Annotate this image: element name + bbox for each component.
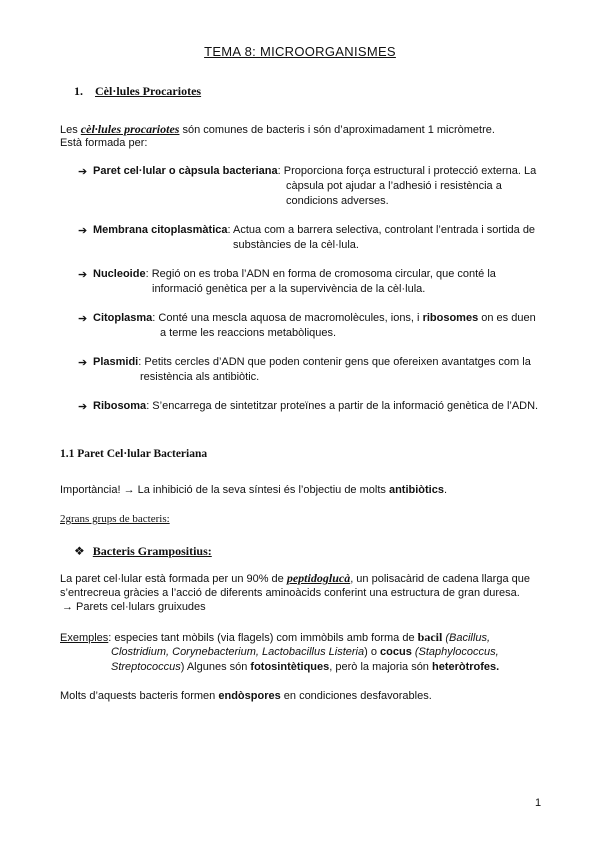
examples-label: Exemples bbox=[60, 632, 109, 644]
arrow-icon: ➔ bbox=[78, 313, 88, 325]
examples-text: : especies tant mòbils (via flagels) com immòbils amb forma de bbox=[108, 632, 418, 644]
heading-label: Bacteris Grampositius: bbox=[92, 544, 212, 558]
importance-text-post: . bbox=[443, 484, 448, 496]
examples-line-3 bbox=[111, 660, 499, 675]
arrow-icon: ➔ bbox=[78, 401, 88, 413]
section-heading-procariotes bbox=[74, 84, 201, 99]
bullet-bold: ribosomes bbox=[422, 312, 479, 324]
bullet-line bbox=[93, 165, 536, 177]
bullet-text: : Proporciona força estructural i protecció externa. La bbox=[277, 165, 537, 177]
heading-grampositius bbox=[74, 544, 212, 559]
section-number: 1. bbox=[74, 84, 83, 98]
examples-line-2 bbox=[111, 645, 499, 660]
bullet-text: on es duen bbox=[478, 312, 536, 324]
examples-italic: (Bacillus, bbox=[445, 632, 490, 644]
wall-line-2: s’entrecreua gràcies a l’acció de diferents aminoàcids conferint una estructura de gran duresa. bbox=[60, 587, 520, 599]
diamond-bullet-icon: ❖ bbox=[74, 544, 85, 558]
subsection-heading-paret: 1.1 Paret Cel·lular Bacteriana bbox=[60, 448, 208, 460]
endospores-text: Molts d’aquests bacteris formen bbox=[60, 690, 219, 702]
intro-line-2: Està formada per: bbox=[60, 137, 148, 149]
bullet-line bbox=[93, 356, 531, 368]
examples-bold: bacil bbox=[417, 630, 443, 644]
bullet-text: : Petits cercles d’ADN que poden contenir gens que ofereixen avantatges com la bbox=[138, 356, 531, 368]
groups-label: 2grans grups de bacteris: bbox=[60, 513, 170, 525]
bullet-text: condicions adverses. bbox=[286, 195, 389, 207]
endospores-line bbox=[60, 689, 432, 704]
page-title: TEMA 8: MICROORGANISMES bbox=[204, 44, 396, 59]
examples-bold: cocus bbox=[380, 646, 412, 658]
bullet-line bbox=[93, 400, 538, 412]
bullet-term: Membrana citoplasmàtica bbox=[93, 224, 228, 236]
bullet-text: : Actua com a barrera selectiva, controlant l’entrada i sortida de bbox=[227, 224, 536, 236]
examples-bold: fotosintètiques bbox=[250, 661, 330, 673]
wall-text-post: , un polisacàrid de cadena llarga que bbox=[350, 573, 530, 585]
bullet-line bbox=[93, 268, 496, 280]
bullet-term: Paret cel·lular o càpsula bacteriana bbox=[93, 165, 278, 177]
bullet-line bbox=[93, 224, 535, 236]
bullet-text: : Conté una mescla aquosa de macromolècules, ions, i bbox=[152, 312, 423, 324]
bullet-text: : Regió on es troba l’ADN en forma de cromosoma circular, que conté la bbox=[145, 268, 496, 280]
bullet-text: càpsula pot ajudar a l’adhesió i resistència a bbox=[286, 180, 502, 192]
page-number: 1 bbox=[535, 797, 542, 809]
arrow-icon: ➔ bbox=[78, 225, 88, 237]
wall-term: peptidoglucà bbox=[286, 571, 351, 585]
bullet-text: a terme les reaccions metabòliques. bbox=[160, 327, 337, 339]
examples-text: , però la majoria són bbox=[329, 661, 432, 673]
bullet-line bbox=[93, 312, 536, 324]
wall-line-1 bbox=[60, 571, 530, 587]
examples-italic: Streptococcus bbox=[111, 661, 181, 673]
intro-text-post: són comunes de bacteris i són d’aproximadament 1 micròmetre. bbox=[179, 124, 495, 136]
importance-line bbox=[60, 483, 447, 498]
examples-bold: heteròtrofes. bbox=[431, 661, 500, 673]
endospores-text-post: en condiciones desfavorables. bbox=[280, 690, 432, 702]
bullet-term: Plasmidi bbox=[93, 356, 139, 368]
bullet-text: substàncies de la cèl·lula. bbox=[233, 239, 359, 251]
section-label: Cèl·lules Procariotes bbox=[95, 84, 202, 98]
bullet-text: : S’encarrega de sintetitzar proteïnes a partir de la informació genètica de l’ADN. bbox=[146, 400, 539, 412]
examples-line-1 bbox=[60, 630, 490, 646]
wall-line-3: → Parets cel·lulars gruixudes bbox=[62, 601, 206, 613]
arrow-icon: ➔ bbox=[78, 357, 88, 369]
importance-text: Importància! → La inhibició de la seva síntesi és l’objectiu de molts bbox=[60, 484, 389, 496]
endospores-bold: endòspores bbox=[218, 690, 281, 702]
bullet-term: Citoplasma bbox=[93, 312, 153, 324]
importance-bold: antibiòtics bbox=[388, 484, 444, 496]
intro-term: cèl·lules procariotes bbox=[80, 122, 180, 136]
examples-text: ) Algunes són bbox=[180, 661, 251, 673]
wall-text: La paret cel·lular està formada per un 90% de bbox=[60, 573, 287, 585]
bullet-text: resistència als antibiòtic. bbox=[140, 371, 260, 383]
bullet-text: informació genètica per a la supervivència de la cèl·lula. bbox=[152, 283, 426, 295]
intro-text: Les bbox=[60, 124, 81, 136]
arrow-icon: ➔ bbox=[78, 269, 88, 281]
examples-italic: (Staphylococcus, bbox=[414, 646, 499, 658]
bullet-term: Nucleoide bbox=[93, 268, 146, 280]
arrow-icon: ➔ bbox=[78, 166, 88, 178]
bullet-term: Ribosoma bbox=[93, 400, 147, 412]
examples-italic: Clostridium, Corynebacterium, Lactobacillus Listeria bbox=[111, 646, 365, 658]
examples-text: ) o bbox=[364, 646, 381, 658]
